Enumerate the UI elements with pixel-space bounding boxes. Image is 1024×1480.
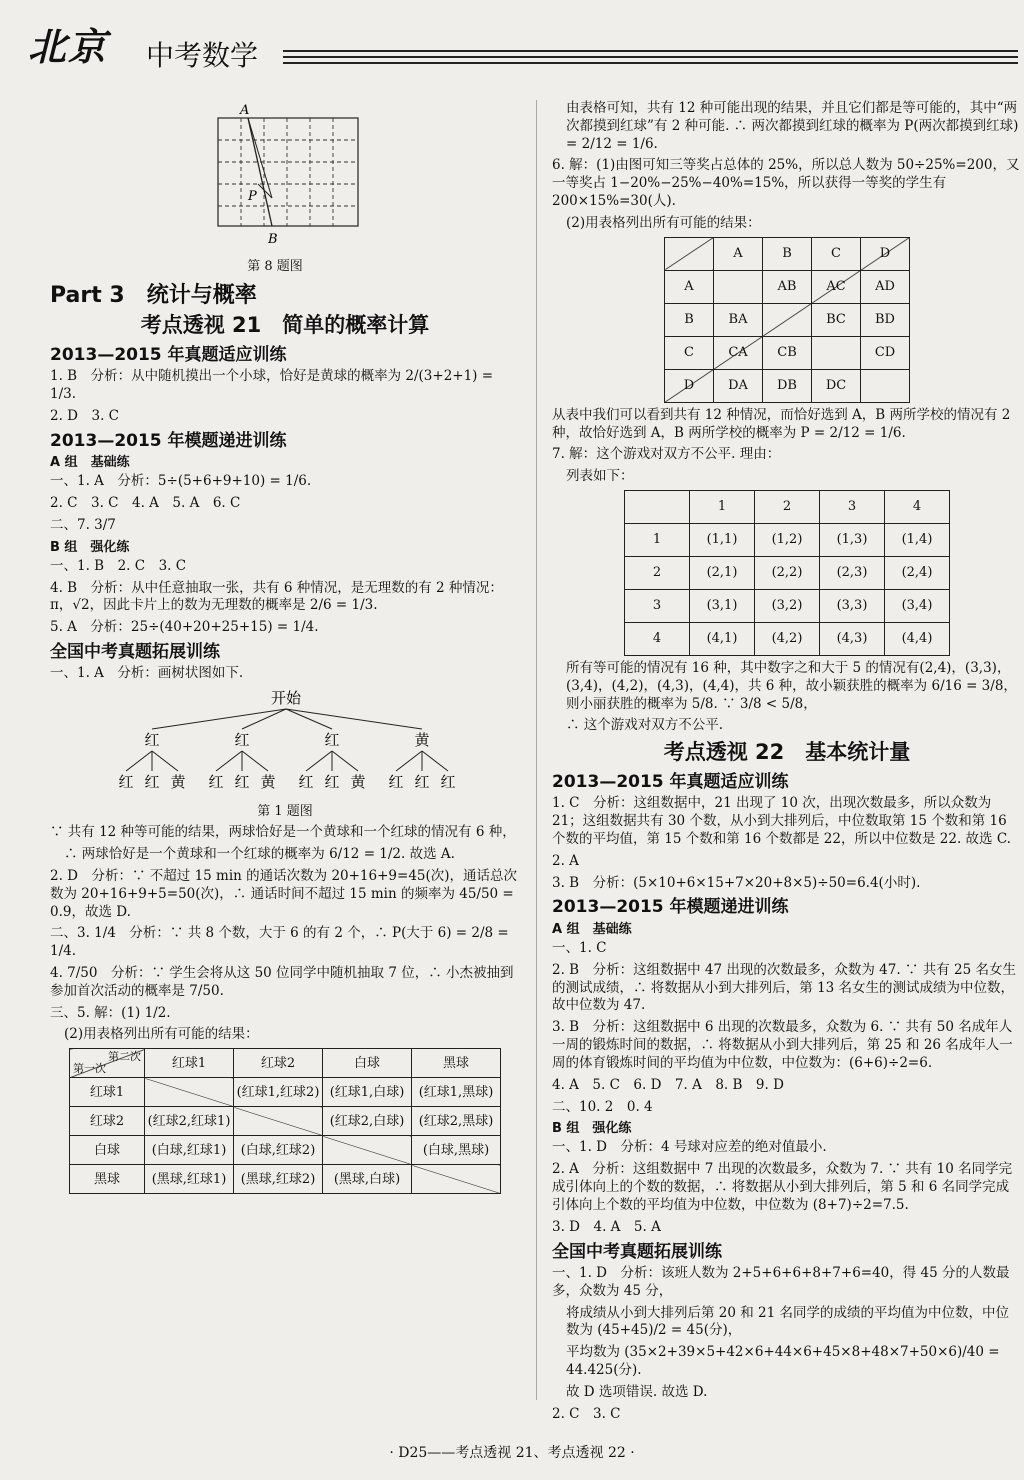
tree-leaf: 红 (234, 773, 250, 792)
tree-leaf: 红 (440, 773, 456, 792)
table-row (665, 336, 910, 369)
grid-figure (210, 100, 370, 250)
col-header: D (861, 237, 910, 270)
tree-leaf: 红 (208, 773, 224, 792)
group-b-heading: B 组 强化练 (552, 1121, 632, 1137)
label-p: P (248, 189, 257, 204)
table-cell: (4,1) (690, 622, 755, 655)
row-header: 红球2 (70, 1107, 145, 1136)
table-row (625, 622, 950, 655)
label-a: A (240, 103, 250, 118)
subsection-national: 全国中考真题拓展训练 (552, 1241, 722, 1262)
header-rule (283, 50, 1018, 68)
answer-line: ∴ 两球恰好是一个黄球和一个红球的概率为 6/12 = 1/2. 故选 A. (64, 846, 455, 863)
tree-leaf: 红 (324, 773, 340, 792)
table-corner (625, 490, 690, 523)
col-header: 红球2 (234, 1049, 323, 1078)
table-corner (70, 1049, 145, 1078)
tree-leaf: 黄 (260, 773, 276, 792)
table-cell: AD (861, 270, 910, 303)
answer-line: 三、5. 解：(1) 1/2. (50, 1004, 171, 1021)
figure-8-caption: 第 8 题图 (247, 258, 303, 274)
row-header: 白球 (70, 1136, 145, 1165)
row-header: 黑球 (70, 1165, 145, 1194)
table-cell: (黑球,红球1) (145, 1165, 234, 1194)
page-footer: · D25——考点透视 21、考点透视 22 · (389, 1445, 635, 1461)
answer-line: 一、1. B 2. C 3. C (50, 557, 187, 574)
answer-line: 从表中我们可以看到共有 12 种情况，而恰好选到 A，B 两所学校的情况有 2 种，故恰好选到 A，B 两所学校的概率为 P = 2/12 = 1/6. (552, 406, 1011, 441)
subsection-mock: 2013—2015 年模题递进训练 (552, 897, 789, 918)
col-header: 白球 (323, 1049, 412, 1078)
tree-node: 红 (324, 731, 340, 750)
table-cell: (黑球,红球2) (234, 1165, 323, 1194)
subsection-real-exam: 2013—2015 年真题适应训练 (552, 771, 789, 792)
col-header: B (763, 237, 812, 270)
table-cell: (2,1) (690, 556, 755, 589)
table-cell: (1,1) (690, 523, 755, 556)
subject-title: 中考数学 (146, 39, 259, 72)
table-cell: (2,4) (885, 556, 950, 589)
answer-line: 所有等可能的情况有 16 种，其中数字之和大于 5 的情况有(2,4)，(3,3)，(3,4)，(4,2)，(4,3)，(4,4)，共 6 种，故小颖获胜的概率为 6/16 = 3/8，则小丽获胜的概率为 5/8. ∵ 3/8 < 5/8， (566, 659, 1017, 712)
tree-leaf: 红 (414, 773, 430, 792)
table-cell: DC (812, 369, 861, 402)
group-a-heading: A 组 基础练 (552, 921, 632, 937)
table-cell: BD (861, 303, 910, 336)
table-cell (412, 1165, 501, 1194)
col-header: 1 (690, 490, 755, 523)
tree-leaf: 红 (388, 773, 404, 792)
table-cell: (红球1,白球) (323, 1078, 412, 1107)
group-b-heading: B 组 强化练 (50, 539, 130, 555)
table-cell: DA (714, 369, 763, 402)
table-cell (145, 1078, 234, 1107)
row-header: D (665, 369, 714, 402)
answer-line: 2. A (552, 852, 579, 869)
table-corner (665, 237, 714, 270)
tree-leaf: 红 (298, 773, 314, 792)
tree-caption: 第 1 题图 (257, 804, 313, 820)
ball-table (69, 1048, 501, 1194)
table-cell: DB (763, 369, 812, 402)
tree-root: 开始 (270, 689, 302, 708)
table-row (625, 523, 950, 556)
table-cell: (3,3) (820, 589, 885, 622)
col-header: 红球1 (145, 1049, 234, 1078)
table-cell: AC (812, 270, 861, 303)
table-cell: (红球2,白球) (323, 1107, 412, 1136)
subsection-real-exam: 2013—2015 年真题适应训练 (50, 344, 287, 365)
answer-line: 2. B 分析：这组数据中 47 出现的次数最多，众数为 47. ∵ 共有 25 名女生的测试成绩，∴ 将数据从小到大排列后，第 13 名女生的测试成绩为中位数，故中位数为 47. (552, 961, 1016, 1014)
answer-line: 3. B 分析：这组数据中 6 出现的次数最多，众数为 6. ∵ 共有 50 名成年人一周的锻炼时间的数据，∴ 将数据从小到大排列后，第 25 和 26 名成年人一周的体育锻炼时间的平均值为中位数，中位数为：(6+6)÷2=6. (552, 1019, 1013, 1071)
column-divider (536, 100, 537, 1400)
table-cell: BA (714, 303, 763, 336)
row-header: 4 (625, 622, 690, 655)
answer-line: 4. A 5. C 6. D 7. A 8. B 9. D (552, 1076, 784, 1093)
table-cell: (红球1,红球2) (234, 1078, 323, 1107)
row-header: C (665, 336, 714, 369)
table-cell: (红球1,黑球) (412, 1078, 501, 1107)
tree-node: 红 (144, 731, 160, 750)
table-cell: (2,3) (820, 556, 885, 589)
answer-line: 5. A 分析：25÷(40+20+25+15) = 1/4. (50, 619, 319, 636)
table-cell: (3,4) (885, 589, 950, 622)
answer-line: 平均数为 (35×2+39×5+42×6+44×6+45×8+48×7+50×6)/40 = 44.425(分). (566, 1344, 1000, 1379)
table-cell: (白球,黑球) (412, 1136, 501, 1165)
tree-diagram (90, 687, 520, 801)
answer-line: 2. A 分析：这组数据中 7 出现的次数最多，众数为 7. ∵ 共有 10 名同学完成引体向上的个数的数据，∴ 将数据从小到大排列后，第 5 和 6 名同学完成引体向上个数的平均值为中位数，中位数为 (8+7)÷2=7.5. (552, 1161, 1013, 1213)
answer-line: ∴ 这个游戏对双方不公平. (566, 717, 724, 734)
row-header: A (665, 270, 714, 303)
table-row (665, 303, 910, 336)
tree-svg (90, 687, 490, 795)
table-row (70, 1107, 501, 1136)
answer-line: 由表格可知，共有 12 种可能出现的结果，并且它们都是等可能的，其中“两次都摸到红球”有 2 种可能. ∴ 两次都摸到红球的概率为 P(两次都摸到红球) = 2/12 = 1/6. (566, 100, 1019, 152)
label-b: B (268, 232, 278, 247)
answer-line: 二、10. 2 0. 4 (552, 1098, 653, 1115)
row-header: B (665, 303, 714, 336)
part-title: Part 3 统计与概率 (50, 282, 257, 308)
table-cell: (红球2,红球1) (145, 1107, 234, 1136)
figure-8 (210, 100, 520, 256)
answer-line: 故 D 选项错误. 故选 D. (566, 1383, 708, 1400)
table-cell: BC (812, 303, 861, 336)
group-a-heading: A 组 基础练 (50, 455, 130, 471)
answer-line: 2. D 3. C (50, 407, 119, 424)
answer-line: 3. D 4. A 5. A (552, 1218, 661, 1235)
table-cell (714, 270, 763, 303)
answer-line: 一、1. D 分析：4 号球对应差的绝对值最小. (552, 1139, 827, 1156)
table-cell (323, 1136, 412, 1165)
answer-line: 二、7. 3/7 (50, 516, 116, 533)
table-cell (861, 369, 910, 402)
answer-line: 7. 解：这个游戏对双方不公平. 理由： (552, 446, 781, 463)
answer-line: 1. C 分析：这组数据中，21 出现了 10 次，出现次数最多，所以众数为 21；这组数据共有 30 个数，从小到大排列后，中位数取第 15 个数和第 16 个数的平均值，第 15 个数和第 16 个数都是 22，所以中位数是 22. 故选 C. (552, 795, 1011, 847)
answer-line: 2. D 分析：∵ 不超过 15 min 的通话次数为 20+16+9=45(次)，通话总次数为 20+16+9+5=50(次)，∴ 通话时间不超过 15 min 的频率为 45/50 = 0.9，故选 D. (50, 867, 518, 920)
table-cell: (4,4) (885, 622, 950, 655)
answer-line: ∵ 共有 12 种等可能的结果，两球恰好是一个黄球和一个红球的情况有 6 种， (50, 824, 516, 841)
table-row (665, 270, 910, 303)
corner-top: 第二次 (108, 1050, 141, 1064)
table-cell (763, 303, 812, 336)
page-header (28, 22, 1018, 82)
col-header: 黑球 (412, 1049, 501, 1078)
table-cell: AB (763, 270, 812, 303)
answer-line: 二、3. 1/4 分析：∵ 共 8 个数，大于 6 的有 2 个，∴ P(大于 6) = 2/8 = 1/4. (50, 925, 509, 960)
row-header: 3 (625, 589, 690, 622)
table-cell: (3,1) (690, 589, 755, 622)
answer-line: 一、1. D 分析：该班人数为 2+5+6+6+8+7+6=40，得 45 分的人数最多，众数为 45 分， (552, 1264, 1010, 1299)
table-cell: (黑球,白球) (323, 1165, 412, 1194)
subsection-national: 全国中考真题拓展训练 (50, 642, 220, 663)
table-cell: (红球2,黑球) (412, 1107, 501, 1136)
row-header: 红球1 (70, 1078, 145, 1107)
col-header: 2 (755, 490, 820, 523)
table-row (625, 556, 950, 589)
corner-bottom: 第一次 (73, 1062, 106, 1076)
answer-line: 3. B 分析：(5×10+6×15+7×20+8×5)÷50=6.4(小时). (552, 874, 921, 891)
answer-line: 2. C 3. C 4. A 5. A 6. C (50, 495, 241, 511)
row-header: 2 (625, 556, 690, 589)
subsection-mock: 2013—2015 年模题递进训练 (50, 430, 287, 451)
table-cell: CB (763, 336, 812, 369)
col-header: A (714, 237, 763, 270)
table-row (625, 589, 950, 622)
answer-line: 一、1. A 分析：5÷(5+6+9+10) = 1/6. (50, 473, 312, 490)
tree-leaf: 黄 (170, 773, 186, 792)
table-cell: (白球,红球2) (234, 1136, 323, 1165)
table-cell: (1,2) (755, 523, 820, 556)
answer-line: 列表如下： (566, 468, 634, 485)
answer-line: (2)用表格列出所有可能的结果： (64, 1026, 259, 1043)
table-cell: (4,3) (820, 622, 885, 655)
answer-line: 4. B 分析：从中任意抽取一张，共有 6 种情况，是无理数的有 2 种情况：π，√2，因此卡片上的数为无理数的概率是 2/6 = 1/3. (50, 579, 503, 614)
school-table (664, 237, 910, 403)
table-cell: (3,2) (755, 589, 820, 622)
table-cell: (白球,红球1) (145, 1136, 234, 1165)
brand-logo: 北京 (28, 24, 109, 69)
answer-line: 4. 7/50 分析：∵ 学生会将从这 50 位同学中随机抽取 7 位，∴ 小杰被抽到参加首次活动的概率是 7/50. (50, 964, 514, 999)
answer-line: 一、1. A 分析：画树状图如下. (50, 665, 244, 682)
left-column (50, 100, 520, 1198)
answer-line: (2)用表格列出所有可能的结果： (566, 214, 761, 231)
table-cell: (1,4) (885, 523, 950, 556)
col-header: 4 (885, 490, 950, 523)
col-header: 3 (820, 490, 885, 523)
section-title-22: 考点透视 22 基本统计量 (663, 740, 911, 765)
tree-node: 黄 (414, 731, 430, 750)
tree-leaf: 红 (144, 773, 160, 792)
table-row (70, 1136, 501, 1165)
answer-line: 将成绩从小到大排列后第 20 和 21 名同学的成绩的平均值为中位数，中位数为 (45+45)/2 = 45(分)， (566, 1304, 1010, 1339)
answer-line: 一、1. C (552, 940, 607, 956)
number-table (624, 490, 950, 656)
table-cell (234, 1107, 323, 1136)
table-cell: (2,2) (755, 556, 820, 589)
table-row (70, 1078, 501, 1107)
table-cell: (1,3) (820, 523, 885, 556)
right-column (552, 100, 1022, 1427)
table-cell (812, 336, 861, 369)
tree-leaf: 黄 (350, 773, 366, 792)
table-cell: CA (714, 336, 763, 369)
answer-line: 2. C 3. C (552, 1405, 621, 1422)
row-header: 1 (625, 523, 690, 556)
table-row (665, 369, 910, 402)
table-cell: (4,2) (755, 622, 820, 655)
table-cell: CD (861, 336, 910, 369)
tree-leaf: 红 (118, 773, 134, 792)
answer-line: 1. B 分析：从中随机摸出一个小球，恰好是黄球的概率为 2/(3+2+1) = 1/3. (50, 368, 494, 402)
table-row (70, 1165, 501, 1194)
col-header: C (812, 237, 861, 270)
tree-node: 红 (234, 731, 250, 750)
answer-line: 6. 解：(1)由图可知三等奖占总体的 25%，所以总人数为 50÷25%=200，又一等奖占 1−20%−25%−40%=15%，所以获得一等奖的学生有 200×15%=30(人). (552, 157, 1020, 210)
section-title-21: 考点透视 21 简单的概率计算 (140, 313, 430, 337)
